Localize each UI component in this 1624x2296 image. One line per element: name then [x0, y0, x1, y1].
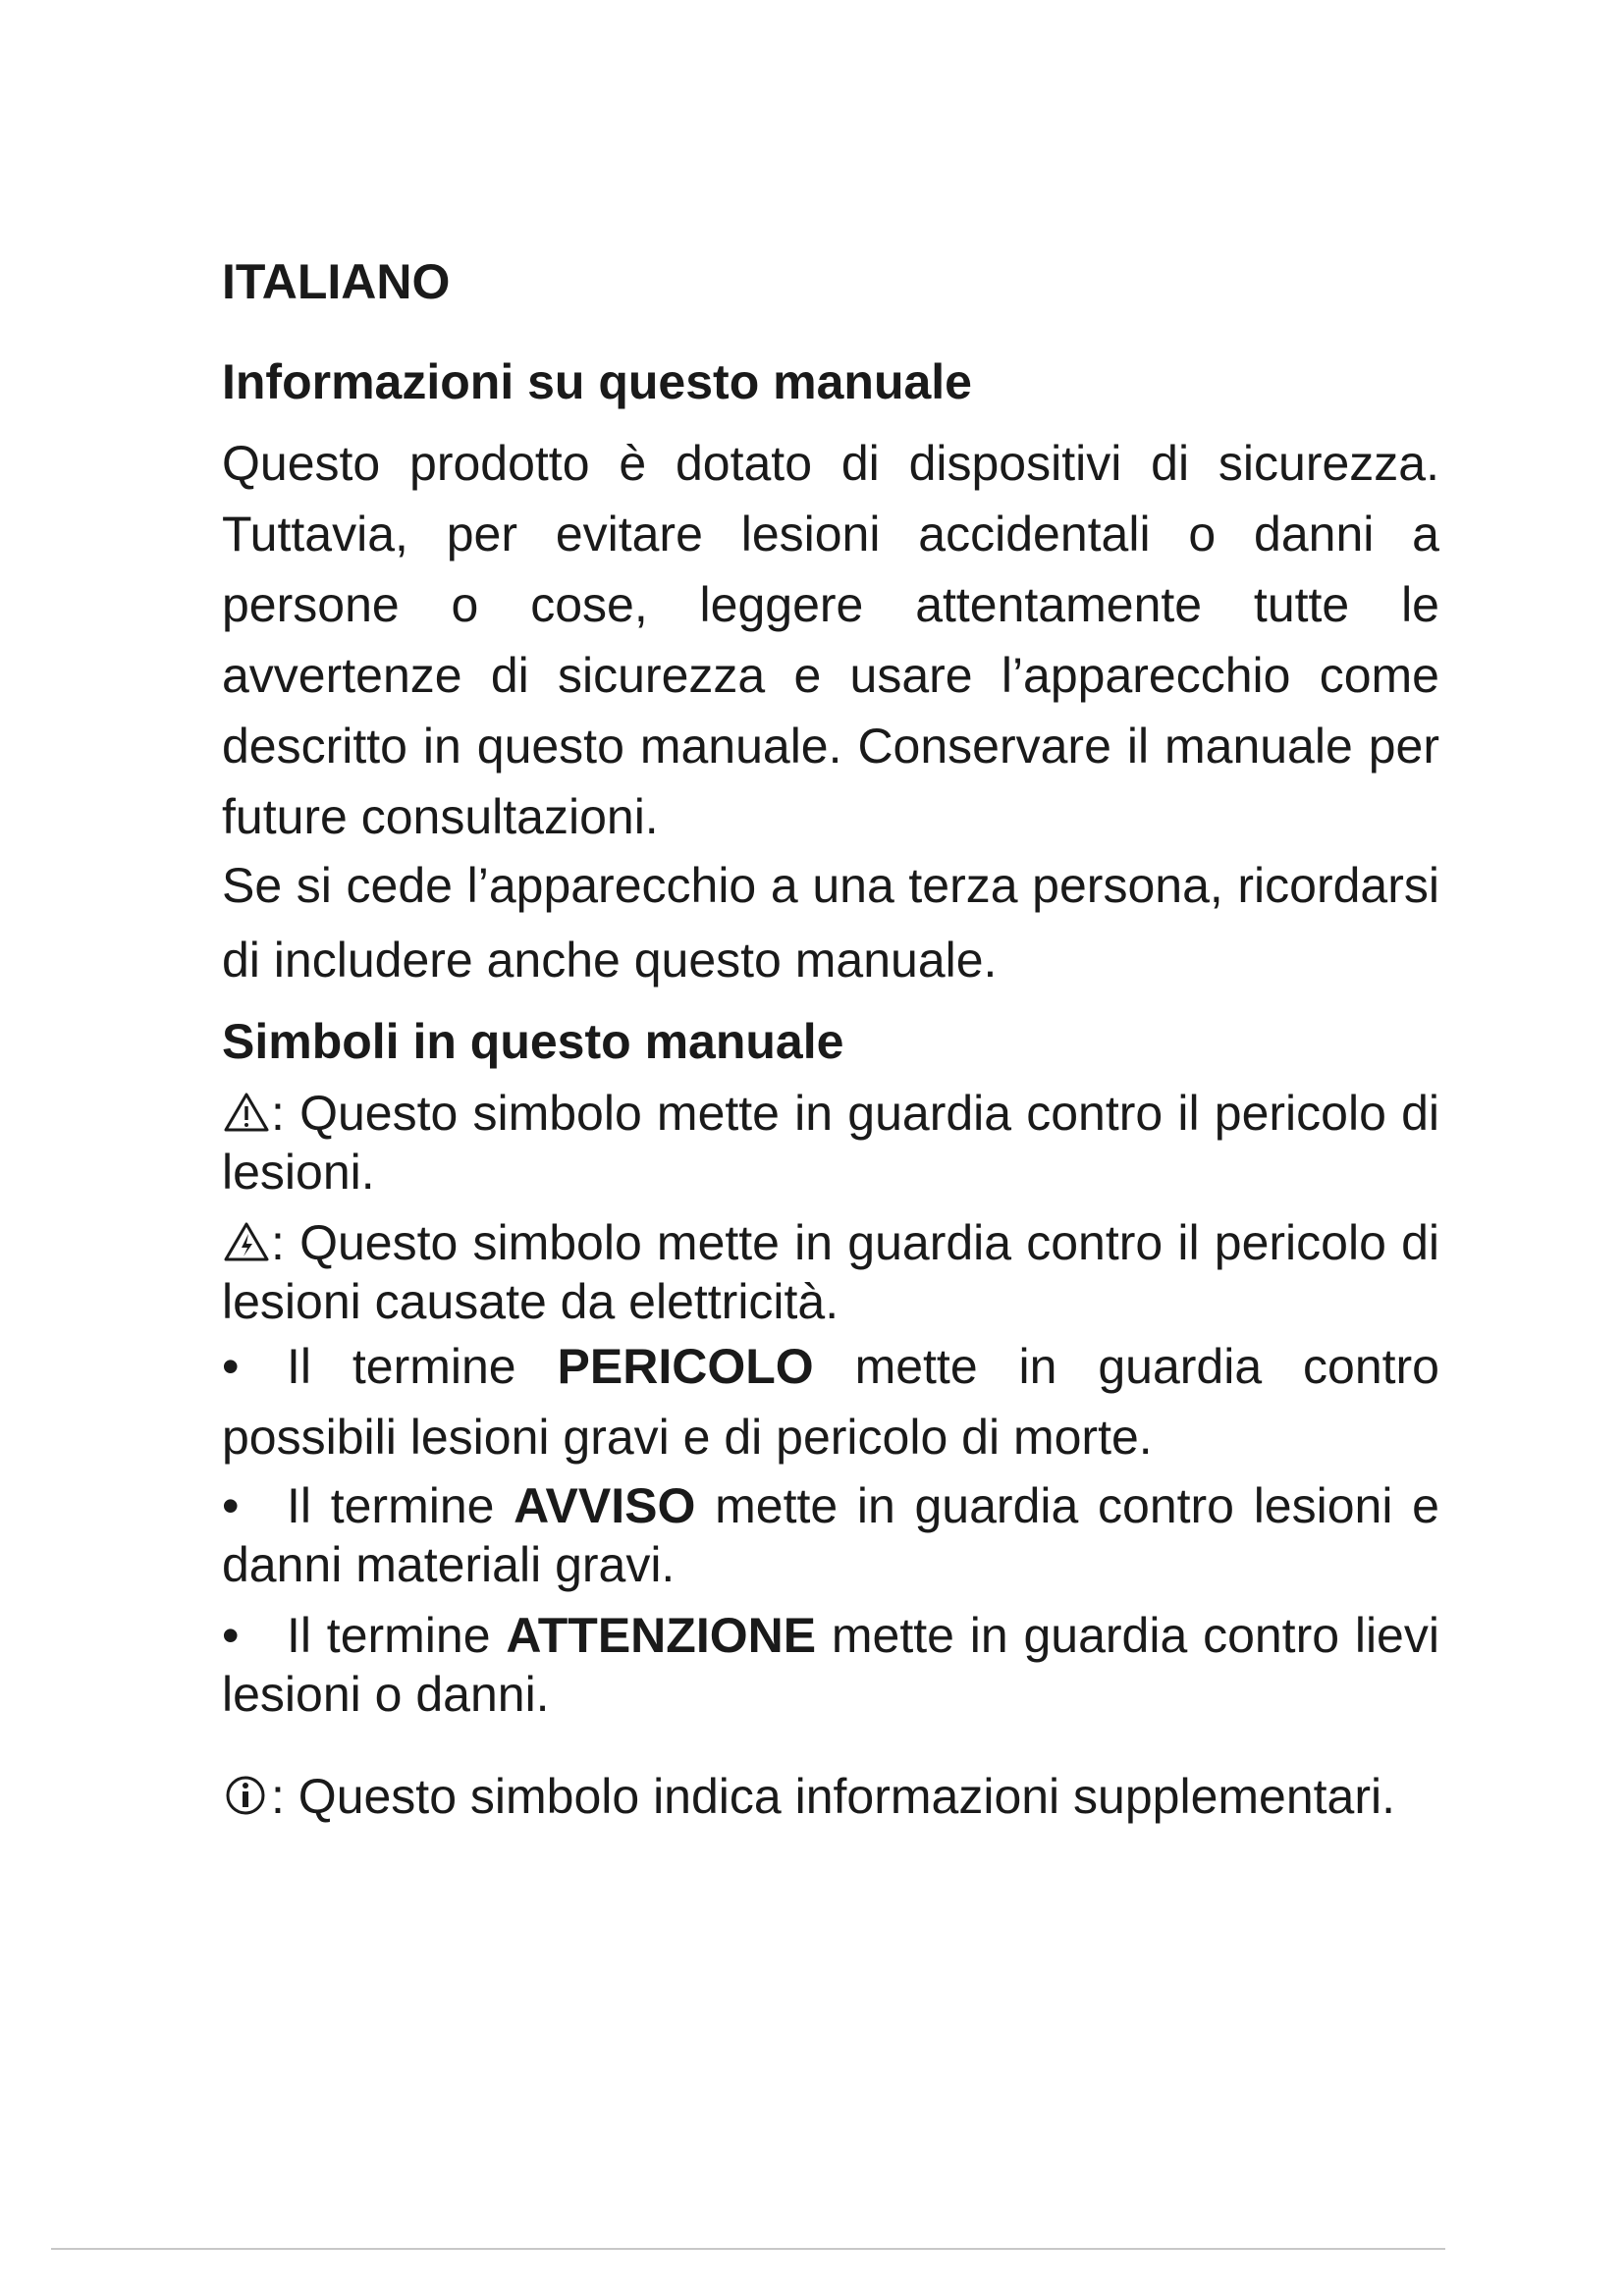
info-text: Questo simbolo indica informazioni supplementari. [298, 1769, 1396, 1824]
term-warning: AVVISO [514, 1478, 696, 1533]
section-title-symbols: Simboli in questo manuale [222, 1014, 844, 1069]
warning-triangle-icon [222, 1091, 271, 1134]
info-item: : Questo simbolo indica informazioni supplementari. [222, 1767, 1439, 1826]
bullet-icon: • [222, 1608, 240, 1663]
bullet-warning: • Il termine AVVISO mette in guardia contro lesioni e danni materiali gravi. [222, 1478, 1439, 1592]
term-caution: ATTENZIONE [506, 1608, 817, 1663]
section-title-about: Informazioni su questo manuale [222, 354, 972, 409]
electric-warning-icon [222, 1220, 271, 1263]
language-heading: ITALIANO [222, 254, 451, 309]
info-icon [222, 1774, 271, 1817]
warning-electric-text: Questo simbolo mette in guardia contro il pericolo di lesioni causate da elettricità. [222, 1215, 1439, 1329]
warning-general-item: : Questo simbolo mette in guardia contro il pericolo di lesioni. [222, 1086, 1439, 1200]
bullet-caution: • Il termine ATTENZIONE mette in guardia contro lievi lesioni o danni. [222, 1608, 1439, 1722]
footer-divider [51, 2248, 1445, 2250]
bullet-icon: • [222, 1478, 240, 1533]
bullet-danger: • Il termine PERICOLO mette in guardia contro possibili lesioni gravi e di pericolo di morte. [222, 1331, 1439, 1472]
warning-electric-item: : Questo simbolo mette in guardia contro il pericolo di lesioni causate da elettricità. [222, 1215, 1439, 1329]
about-paragraph-2: Se si cede l’apparecchio a una terza persona, ricordarsi di includere anche questo manuale. [222, 858, 1439, 988]
about-paragraph-1: Questo prodotto è dotato di dispositivi di sicurezza. Tuttavia, per evitare lesioni accidentali o danni a persone o cose, leggere attentamente tutte le avvertenze di sicurezza e usare l’apparecchio come descritto in questo manuale. Conservare il manuale per future consultazioni. [222, 436, 1439, 844]
bullet-icon: • [222, 1339, 240, 1394]
warning-general-text: Questo simbolo mette in guardia contro il pericolo di lesioni. [222, 1086, 1439, 1200]
term-danger: PERICOLO [557, 1339, 814, 1394]
